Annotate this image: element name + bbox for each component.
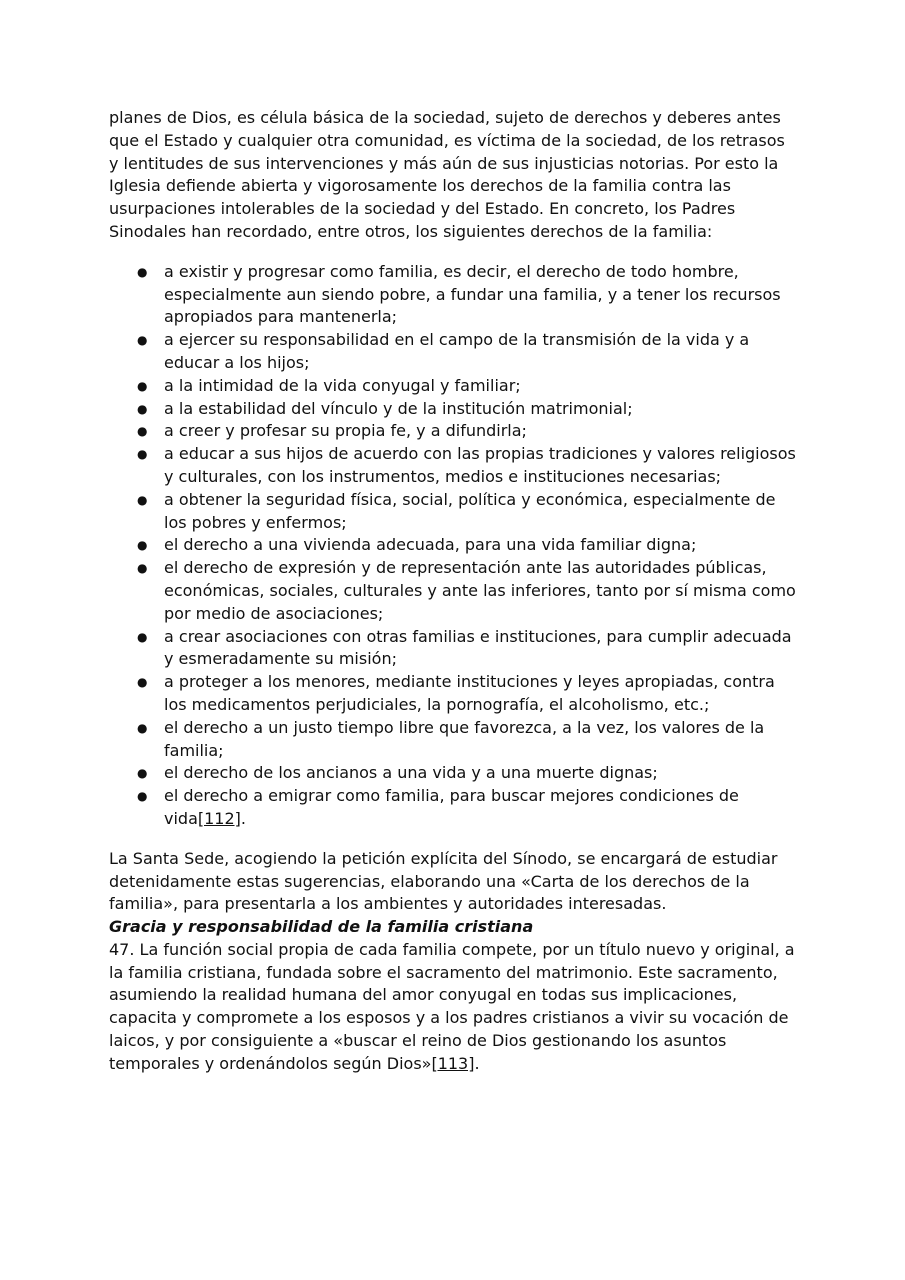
list-item [137,671,799,717]
bullet-icon: ● [137,538,148,553]
right-text: a proteger a los menores, mediante instituciones y leyes apropiadas, contra los medicamentos perjudiciales, la pornografía, el alcoholismo, etc.; [164,672,775,714]
paragraph-47-end: . [474,1053,480,1073]
right-text: a ejercer su responsabilidad en el campo de la transmisión de la vida y a educar a los hijos; [164,330,750,372]
bullet-icon: ● [137,789,148,804]
list-item [137,420,799,443]
bullet-icon: ● [137,492,148,507]
list-item [137,489,799,535]
footnote-link-113[interactable]: [113] [431,1053,475,1073]
list-item [137,261,799,329]
list-item [137,626,799,672]
list-item [137,329,799,375]
document-page [109,107,799,1076]
bullet-icon: ● [137,629,148,644]
right-text: a la estabilidad del vínculo y de la institución matrimonial; [164,398,633,418]
list-item [137,398,799,421]
list-item [137,717,799,763]
bullet-icon: ● [137,561,148,576]
bullet-icon: ● [137,766,148,781]
bullet-icon: ● [137,720,148,735]
paragraph-47-text: 47. La función social propia de cada familia compete, por un título nuevo y original, a la familia cristiana, fundada sobre el sacramento del matrimonio. Este sacramento, asumiendo la realidad humana del amor conyugal en todas sus implicaciones, capacita y compromete a los esposos y a los padres cristianos a vivir su vocación de laicos, y por consiguiente a «buscar el reino de Dios gestionando los asuntos temporales y ordenándolos según Dios» [109,939,795,1073]
right-text: el derecho a un justo tiempo libre que favorezca, a la vez, los valores de la familia; [164,717,765,760]
right-text: a existir y progresar como familia, es decir, el derecho de todo hombre, especialmente aun siendo pobre, a fundar una familia, y a tener los recursos apropiados para mantenerla; [164,261,781,327]
intro-paragraph: planes de Dios, es célula básica de la sociedad, sujeto de derechos y deberes antes que el Estado y cualquier otra comunidad, es víctima de la sociedad, de los retrasos y lentitudes de sus intervenciones y más aún de sus injusticias notorias. Por esto la Iglesia defiende abierta y vigorosamente los derechos de la familia contra las usurpaciones intolerables de la sociedad y del Estado. En concreto, los Padres Sinodales han recordado, entre otros, los siguientes derechos de la familia: [109,108,785,241]
right-text: a obtener la seguridad física, social, política y económica, especialmente de los pobres y enfermos; [164,489,776,532]
right-text: el derecho de los ancianos a una vida y a una muerte dignas; [164,763,658,783]
right-text: a educar a sus hijos de acuerdo con las propias tradiciones y valores religiosos y culturales, con los instrumentos, medios e instituciones necesarias; [164,444,796,486]
holy-see-paragraph: La Santa Sede, acogiendo la petición explícita del Sínodo, se encargará de estudiar detenidamente estas sugerencias, elaborando una «Carta de los derechos de la familia», para presentarla a los ambientes y autoridades interesadas. [109,848,778,914]
bullet-icon: ● [137,378,148,393]
right-text: a crear asociaciones con otras familias e instituciones, para cumplir adecuada y esmeradamente su misión; [164,626,792,669]
list-item [137,785,799,831]
paragraph-47 [109,939,799,1076]
list-item [137,762,799,785]
right-text: a creer y profesar su propia fe, y a difundirla; [164,421,527,441]
bullet-icon: ● [137,333,148,348]
bullet-icon: ● [137,424,148,439]
list-item [137,375,799,398]
right-text: el derecho a una vivienda adecuada, para una vida familiar digna; [164,535,697,555]
list-item [137,534,799,557]
family-rights-list [109,261,799,831]
bullet-icon: ● [137,264,148,279]
list-item [137,557,799,625]
right-text: el derecho de expresión y de representación ante las autoridades públicas, económicas, sociales, culturales y ante las inferiores, tanto por sí misma como por medio de asociaciones; [164,558,796,623]
right-text-end: . [240,808,246,828]
list-item [137,443,799,489]
footnote-link-112[interactable]: [112] [197,808,241,828]
bullet-icon: ● [137,675,148,690]
bullet-icon: ● [137,447,148,462]
right-text: a la intimidad de la vida conyugal y familiar; [164,375,521,395]
section-heading: Gracia y responsabilidad de la familia cristiana [109,917,534,937]
bullet-icon: ● [137,401,148,416]
right-text: el derecho a emigrar como familia, para buscar mejores condiciones de vida [164,786,739,828]
